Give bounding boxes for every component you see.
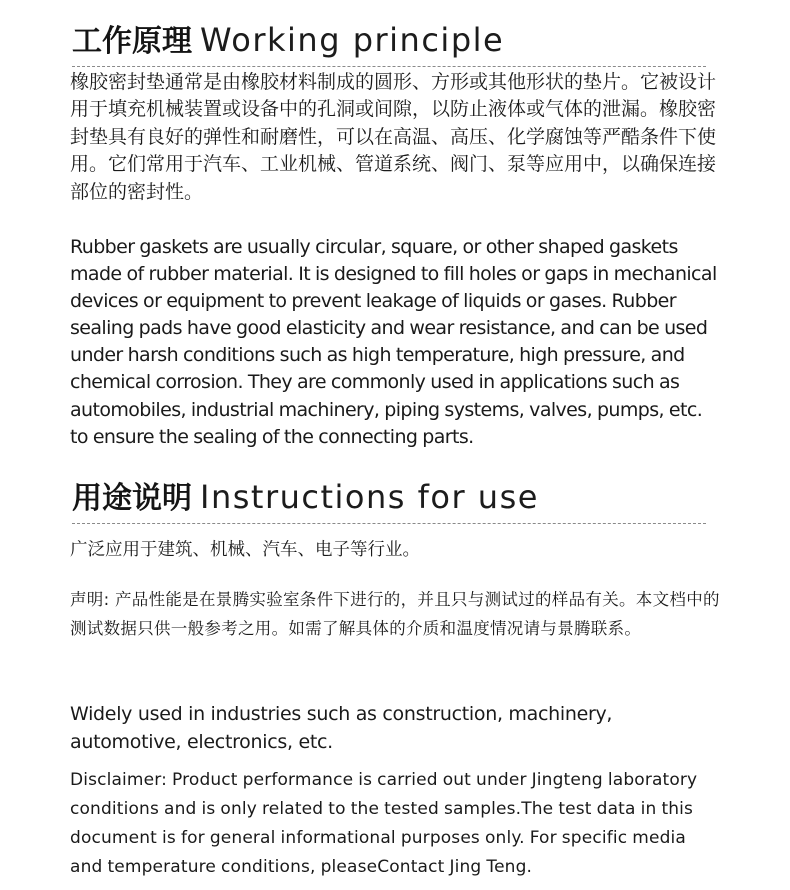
disclaimer-text-cn: 声明: 产品性能是在景腾实验室条件下进行的，并且只与测试过的样品有关。本文档中的测试数据只供一般参考之用。如需了解具体的介质和温度情况请与景腾联系。 xyxy=(70,590,720,638)
disclaimer-text-en: Disclaimer: Product performance is carried out under Jingteng laboratory conditions and is only related to the tested samples.The test data in this document is for general informational purposes only. For specific media and temperature conditions, pleaseContact Jing Teng. xyxy=(70,770,698,877)
instructions-heading xyxy=(72,478,539,516)
usage-text-en: Widely used in industries such as construction, machinery, automotive, electronics, etc. xyxy=(70,703,613,753)
instructions-title-cn: 用途说明 xyxy=(72,481,192,516)
working-principle-text-en: Rubber gaskets are usually circular, square, or other shaped gaskets made of rubber material. It is designed to fill holes or gaps in mechanical devices or equipment to prevent leakage of liquids or gases. Rubber sealing pads have good elasticity and wear resistance, and can be used under harsh conditions such as high temperature, high pressure, and chemical corrosion. They are commonly used in applications such as automobiles, industrial machinery, piping systems, valves, pumps, etc. to ensure the sealing of the connecting parts. xyxy=(70,236,717,448)
working-principle-title-cn: 工作原理 xyxy=(72,24,192,59)
instructions-divider xyxy=(72,523,706,524)
working-principle-text-cn: 橡胶密封垫通常是由橡胶材料制成的圆形、方形或其他形状的垫片。它被设计用于填充机械装置或设备中的孔洞或间隙，以防止液体或气体的泄漏。橡胶密封垫具有良好的弹性和耐磨性，可以在高温、高压、化学腐蚀等严酷条件下使用。它们常用于汽车、工业机械、管道系统、阀门、泵等应用中，以确保连接部位的密封性。 xyxy=(70,71,717,203)
instructions-title-en: Instructions for use xyxy=(200,478,539,516)
usage-text-cn: 广泛应用于建筑、机械、汽车、电子等行业。 xyxy=(70,540,420,560)
working-principle-heading xyxy=(72,21,505,59)
working-principle-title-en: Working principle xyxy=(200,21,505,59)
working-principle-divider xyxy=(72,66,706,67)
